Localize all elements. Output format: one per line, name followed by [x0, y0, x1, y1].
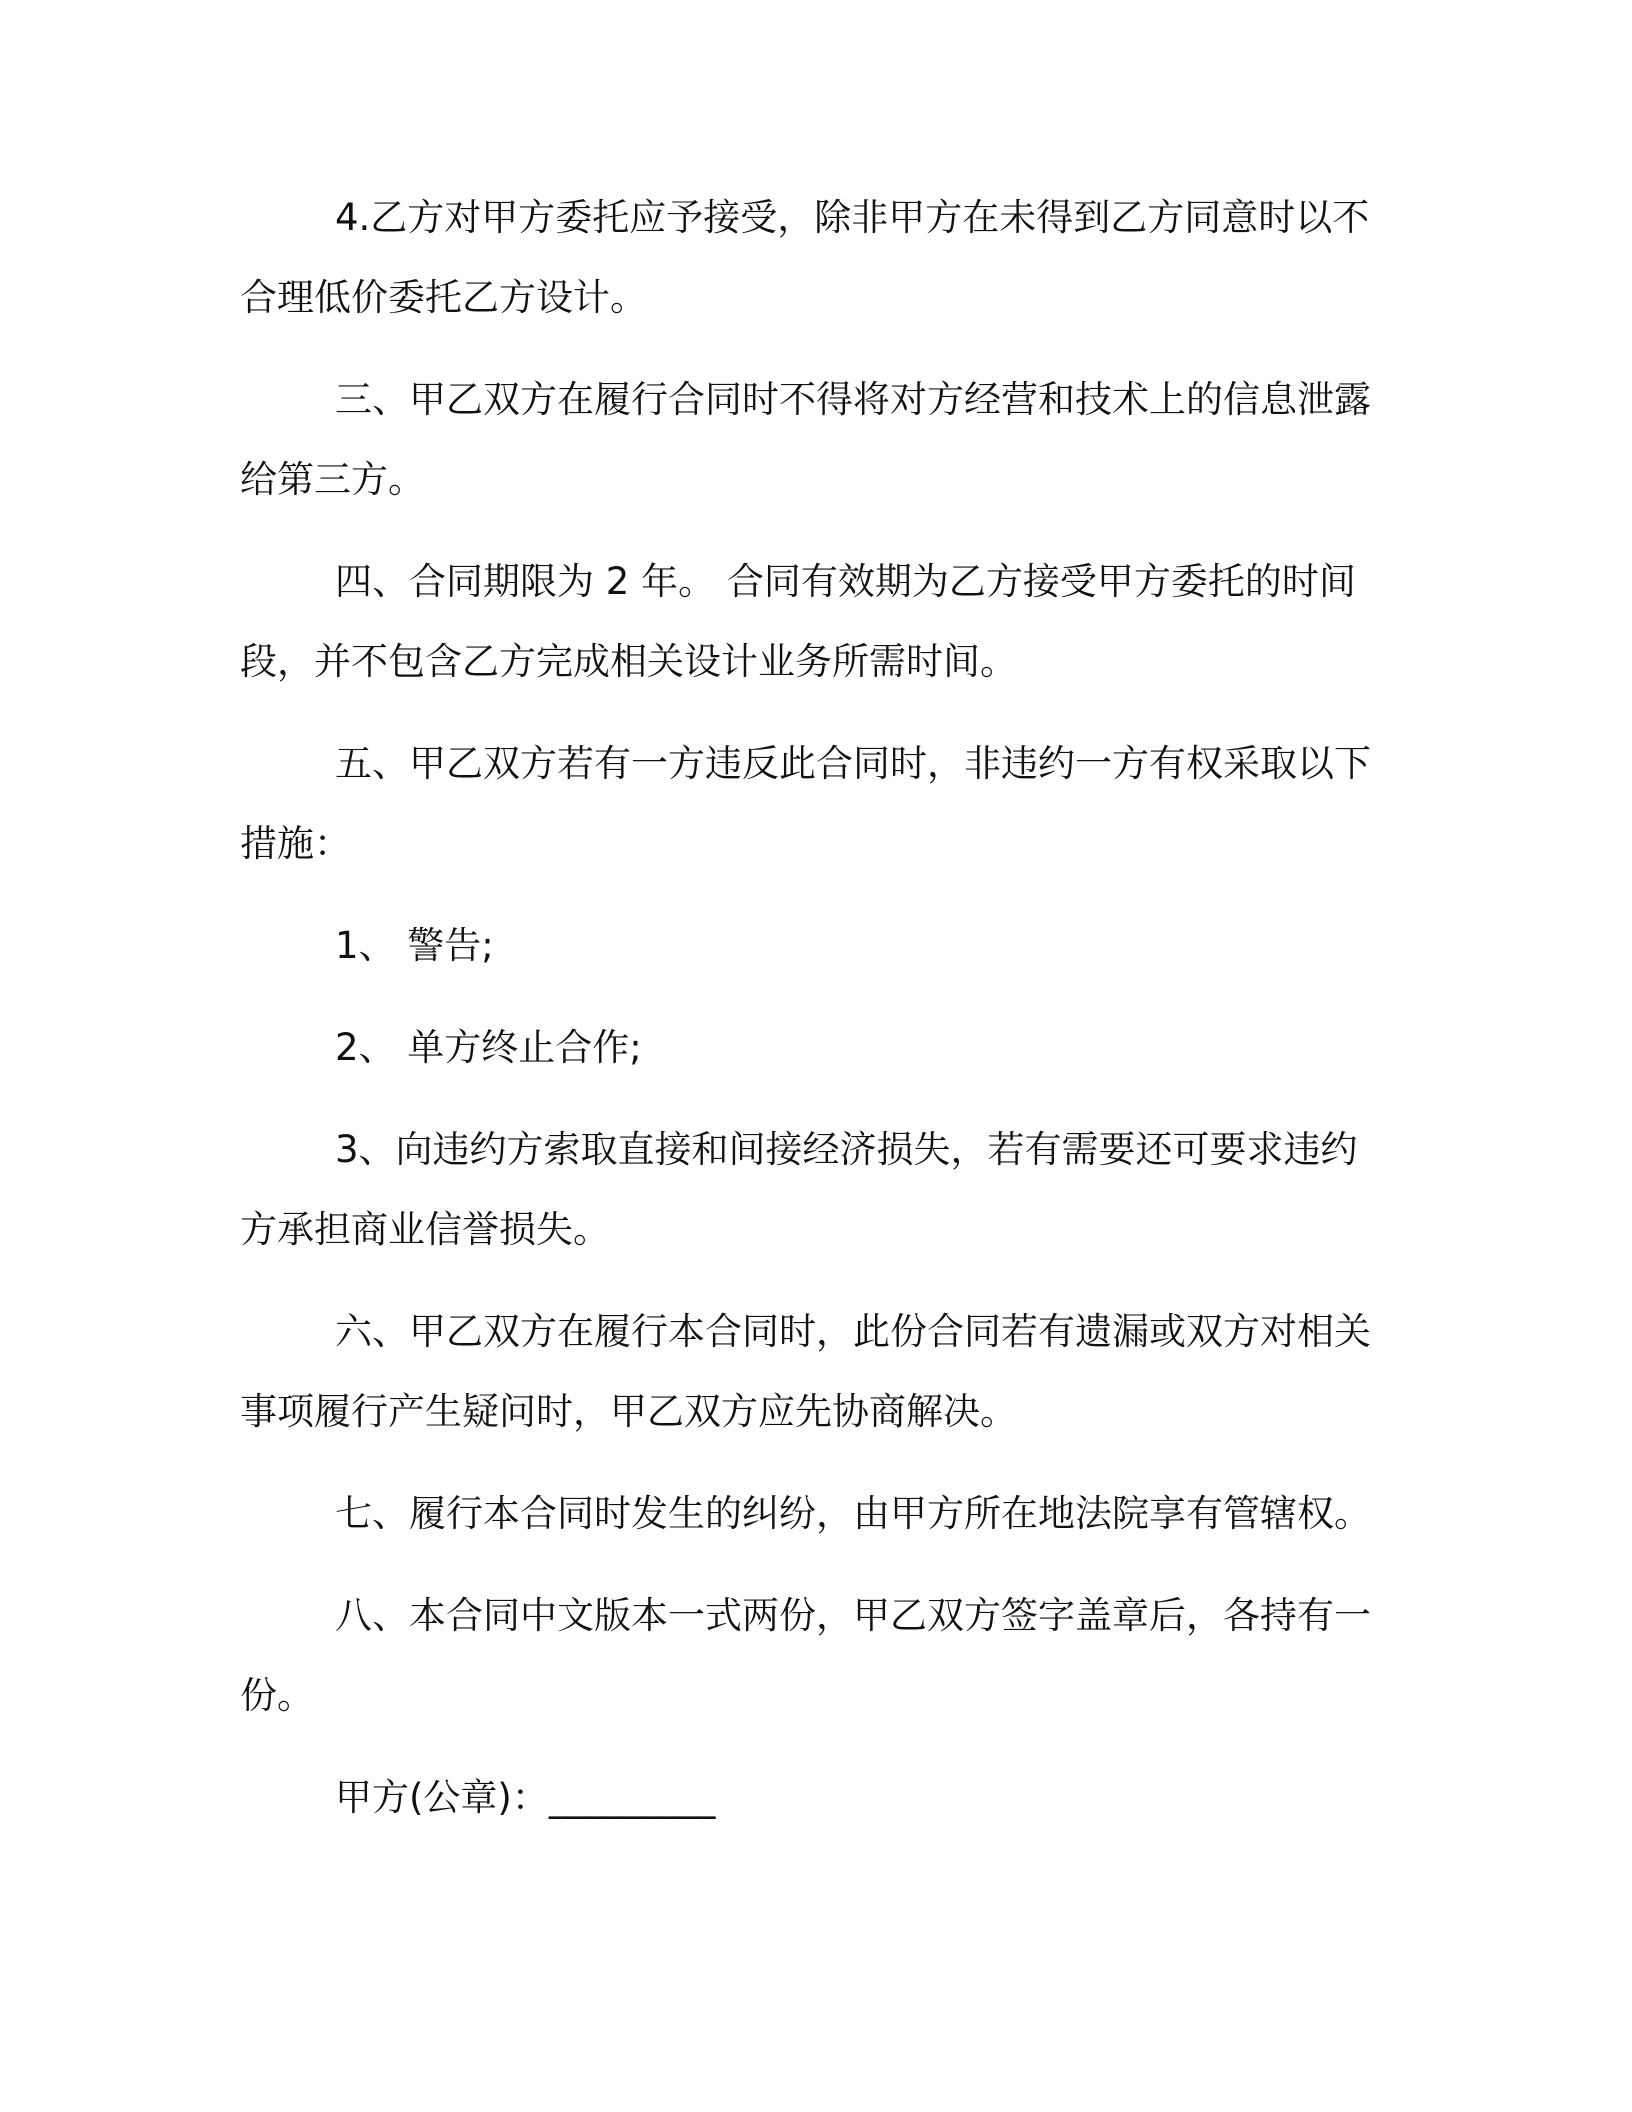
party-a-seal-line: 甲方(公章)：_________: [335, 1776, 716, 1819]
clause-7-jurisdiction: 七、履行本合同时发生的纠纷，由甲方所在地法院享有管辖权。: [335, 1492, 1371, 1535]
clause-6-negotiation: 六、甲乙双方在履行本合同时，此份合同若有遗漏或双方对相关事项履行产生疑问时，甲乙双方应先协商解决。: [240, 1310, 1371, 1433]
contract-body: [240, 178, 1380, 1860]
measure-3-compensation: 3、向违约方索取直接和间接经济损失，若有需要还可要求违约方承担商业信誉损失。: [240, 1128, 1358, 1251]
measure-1-warning: 1、 警告;: [335, 924, 494, 967]
clause-4-acceptance: 4.乙方对甲方委托应予接受，除非甲方在未得到乙方同意时以不合理低价委托乙方设计。: [240, 196, 1370, 319]
clause-3-confidentiality: 三、甲乙双方在履行合同时不得将对方经营和技术上的信息泄露给第三方。: [240, 378, 1371, 501]
clause-5-breach: 五、甲乙双方若有一方违反此合同时，非违约一方有权采取以下措施：: [240, 742, 1371, 865]
measure-2-termination: 2、 单方终止合作;: [335, 1026, 642, 1069]
clause-8-copies: 八、本合同中文版本一式两份，甲乙双方签字盖章后，各持有一份。: [240, 1594, 1371, 1717]
clause-4-term: 四、合同期限为 2 年。 合同有效期为乙方接受甲方委托的时间段，并不包含乙方完成相关设计业务所需时间。: [240, 560, 1356, 683]
